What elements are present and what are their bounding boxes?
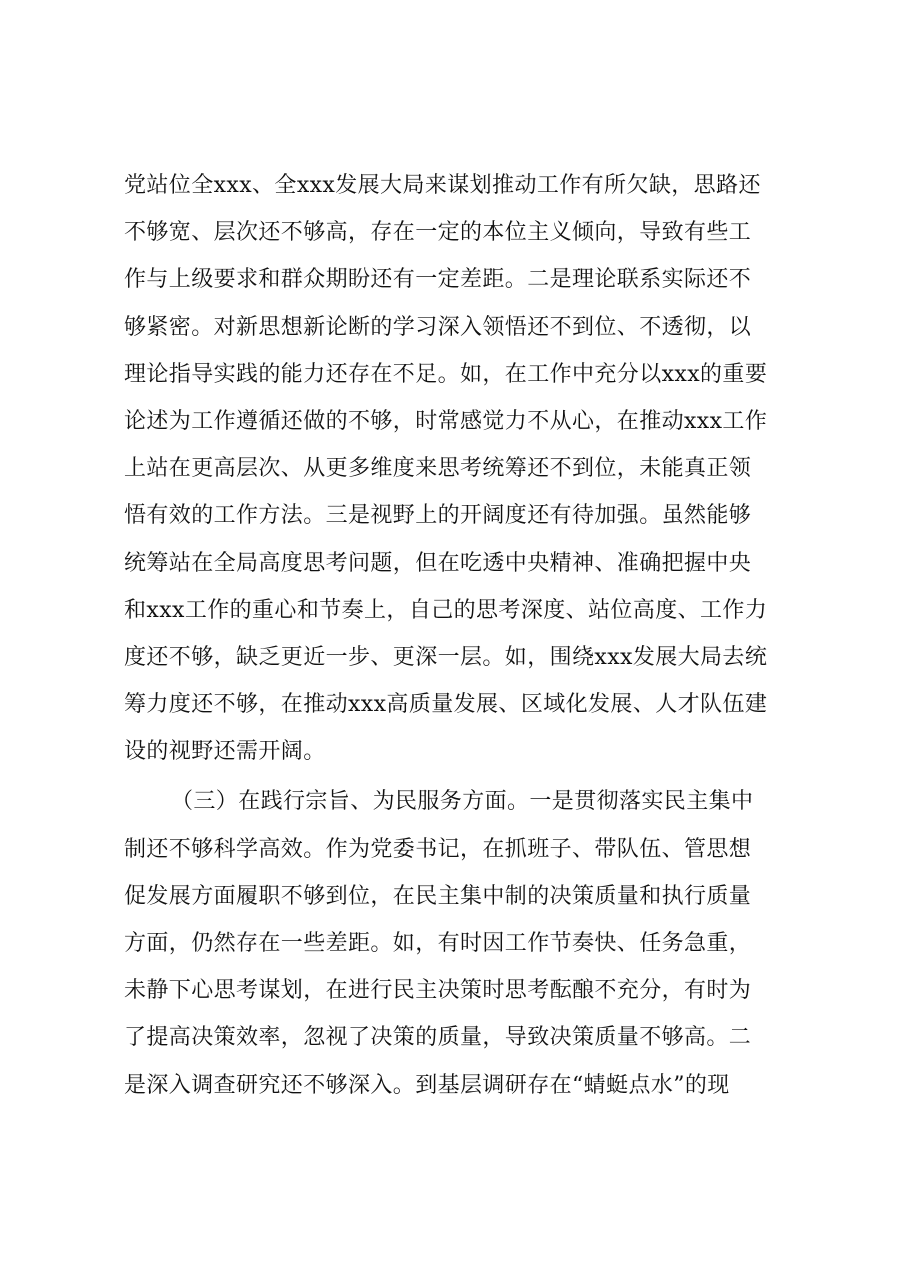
text-line: 悟有效的工作方法。三是视野上的开阔度还有待加强。虽然能够 <box>124 503 752 529</box>
text-line: 够紧密。对新思想新论断的学习深入领悟还不到位、不透彻，以 <box>124 314 752 340</box>
paragraph <box>124 162 824 775</box>
text-line: 和xxx工作的重心和节奏上，自己的思考深度、站位高度、工作力 <box>124 597 768 623</box>
text-line: 了提高决策效率，忽视了决策的质量，导致决策质量不够高。二 <box>124 1025 752 1051</box>
text-line: 理论指导实践的能力还存在不足。如，在工作中充分以xxx的重要 <box>124 361 768 387</box>
text-line: 设的视野还需开阔。 <box>124 739 326 765</box>
paragraph <box>124 778 824 1108</box>
text-line: 是深入调查研究还不够深入。到基层调研存在“蜻蜓点水”的现 <box>124 1072 730 1098</box>
text-line: 未静下心思考谋划，在进行民主决策时思考酝酿不充分，有时为 <box>124 978 752 1004</box>
text-line: 方面，仍然存在一些差距。如，有时因工作节奏快、任务急重， <box>124 931 752 956</box>
text-line: 度还不够，缺乏更近一步、更深一层。如，围绕xxx发展大局去统 <box>124 644 768 670</box>
text-line: 上站在更高层次、从更多维度来思考统筹还不到位，未能真正领 <box>124 456 752 482</box>
text-line: 统筹站在全局高度思考问题，但在吃透中央精神、准确把握中央 <box>124 550 752 576</box>
text-line: （三）在践行宗旨、为民服务方面。一是贯彻落实民主集中 <box>171 789 754 815</box>
text-line: 筹力度还不够，在推动xxx高质量发展、区域化发展、人才队伍建 <box>124 692 768 718</box>
text-line: 论述为工作遵循还做的不够，时常感觉力不从心，在推动xxx工作 <box>124 408 768 434</box>
text-line: 促发展方面履职不够到位，在民主集中制的决策质量和执行质量 <box>124 883 752 909</box>
text-line: 作与上级要求和群众期盼还有一定差距。二是理论联系实际还不 <box>124 267 752 293</box>
text-line: 制还不够科学高效。作为党委书记，在抓班子、带队伍、管思想 <box>124 836 752 862</box>
text-line: 党站位全xxx、全xxx发展大局来谋划推动工作有所欠缺，思路还 <box>124 173 761 198</box>
document-body <box>124 162 824 1109</box>
text-line: 不够宽、层次还不够高，存在一定的本位主义倾向，导致有些工 <box>124 220 752 246</box>
